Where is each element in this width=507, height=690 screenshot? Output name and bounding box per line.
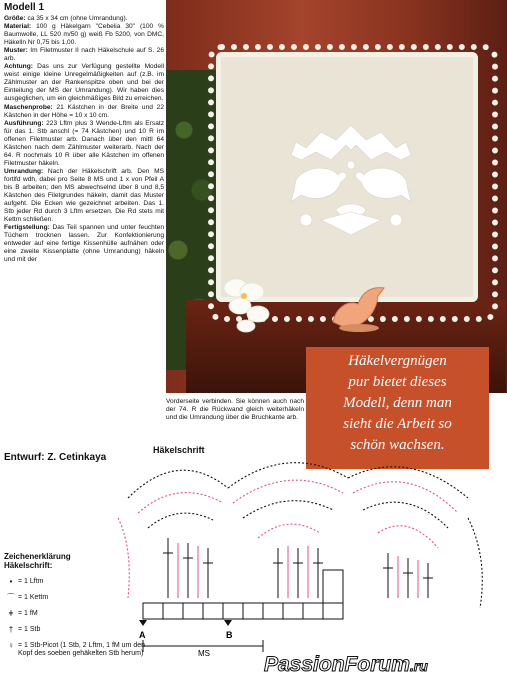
label-ms: MS bbox=[198, 649, 210, 658]
instructions-continuation: Vorderseite verbinden. Sie können auch nach der 74. R die Rückwand gleich weiterhäkeln und die Umrandung über die Bruchkante arb. bbox=[166, 398, 304, 422]
legend-text: = 1 Stb bbox=[18, 626, 41, 633]
model-title: Modell 1 bbox=[4, 2, 45, 13]
label-b: B bbox=[226, 630, 233, 640]
instruction-text: Nach der Häkelschrift arb. Den MS fortlfd wdh, dabei pro Seite 8 MS und 1 x von Pfeil A bis B arbeiten; den MS abwechselnd über 8 und 8,5 Kästchen des Filetgrundes häkeln, damit das Muster aufgeht. Die Ecken wie gezeichnet arbeiten. Das 1. Stb jeder Rd durch 3 Lftm ersetzen. Die Rd stets mit Kettm schließen. bbox=[4, 167, 164, 224]
instruction-paragraph bbox=[4, 23, 164, 47]
watermark-logo bbox=[264, 653, 428, 677]
single-crochet-symbol-icon: ǂ bbox=[8, 609, 14, 618]
legend-item bbox=[4, 610, 154, 618]
instruction-label: Achtung: bbox=[4, 63, 33, 71]
instruction-paragraph bbox=[4, 104, 164, 120]
instruction-label: Material: bbox=[4, 23, 32, 31]
picot-symbol-icon: ♀ bbox=[8, 641, 14, 650]
pillow-photo bbox=[166, 0, 507, 393]
instruction-text: 21 Kästchen in der Breite und 22 Kästchen in der Höhe = 10 x 10 cm. bbox=[4, 103, 164, 119]
legend-text: = 1 fM bbox=[18, 610, 38, 617]
double-crochet-symbol-icon: † bbox=[8, 625, 14, 634]
legend-text: = 1 Kettm bbox=[18, 594, 49, 601]
label-a: A bbox=[139, 630, 146, 640]
filet-grid bbox=[143, 570, 343, 652]
promo-line: pur bietet dieses bbox=[348, 374, 447, 390]
birds-motif bbox=[276, 120, 426, 240]
instruction-text: Das Teil spannen und unter feuchten Tüchern trocknen lassen. Zur Konfektionierung entweder auf eine fertige Kissenhülle aufnähen oder eine zweite Kissenplatte (ohne Umrandung) häkeln und mit der bbox=[4, 224, 164, 264]
instruction-label: Fertigstellung: bbox=[4, 224, 50, 232]
legend-item bbox=[4, 594, 154, 602]
slip-stitch-symbol-icon: ⌒ bbox=[7, 593, 15, 602]
instruction-paragraph bbox=[4, 63, 164, 103]
promo-line: sieht die Arbeit so bbox=[343, 416, 452, 432]
watermark-text: PassionForum bbox=[264, 653, 410, 676]
instruction-text: 223 Lftm plus 3 Wende-Lftm als Ersatz für das 1. Stb anschl (= 74 Kästchen) und 10 R im offenen Filetmuster arb. Danach über den mittl 64 Kästchen nach dem Zählmuster weiterarb. Nach der 64. R nochmals 10 R über alle Kästchen im offenen Filetmuster häkeln. bbox=[4, 119, 164, 167]
legend-item bbox=[4, 642, 154, 658]
legend-title: Zeichenerklärung bbox=[4, 552, 71, 561]
instruction-paragraph bbox=[4, 168, 164, 224]
instruction-paragraph bbox=[4, 15, 164, 23]
instruction-text: Im Filetmuster II nach Häkelschule auf S. 26 arb. bbox=[4, 47, 164, 63]
promo-line: Modell, denn man bbox=[343, 395, 452, 411]
promo-box bbox=[306, 347, 489, 469]
chain-symbol-icon: • bbox=[9, 577, 13, 586]
symbol-legend bbox=[4, 552, 154, 658]
instructions-body bbox=[4, 15, 164, 264]
legend-text: = 1 Stb-Picot (1 Stb, 2 Lftm, 1 fM um den Kopf des soeben gehäkelten Stb herum) bbox=[18, 642, 146, 657]
ceramic-bird bbox=[328, 282, 390, 334]
legend-item bbox=[4, 578, 154, 586]
legend-item bbox=[4, 626, 154, 634]
instruction-text: 100 g Häkelgarn "Cebelia 30" (100 % Baumwolle, LL 520 m/50 g) weiß Fb 5200, von DMC, Häkelln Nr 0,75 bis 1,00. bbox=[4, 23, 164, 47]
instruction-paragraph bbox=[4, 120, 164, 168]
instruction-text: Das uns zur Verfügung gestellte Modell weist einige kleine Unregelmäßigkeiten auf (z.B. im Zählmuster an der Rankenspitze oben und bei der Einteilung der MS der Umrandung). Wir haben dies ausgeglichen, um ein gleichmäßiges Bild zu erreichen. bbox=[4, 63, 164, 103]
instruction-paragraph bbox=[4, 224, 164, 264]
design-credit: Entwurf: Z. Cetinkaya bbox=[4, 452, 107, 463]
instruction-label: Ausführung: bbox=[4, 119, 44, 127]
instruction-label: Umrandung: bbox=[4, 167, 44, 175]
crochet-chart-diagram bbox=[108, 458, 500, 673]
promo-line: Häkelvergnügen bbox=[348, 353, 447, 369]
diagram-title: Häkelschrift bbox=[153, 445, 205, 455]
orchid-flower bbox=[216, 268, 276, 338]
legend-subtitle: Häkelschrift: bbox=[4, 561, 53, 570]
watermark-suffix: .ru bbox=[409, 658, 428, 674]
instruction-text: ca 35 x 34 cm (ohne Umrandung). bbox=[25, 15, 128, 22]
instructions-column bbox=[4, 2, 164, 264]
instruction-paragraph bbox=[4, 47, 164, 63]
instruction-label: Maschenprobe: bbox=[4, 103, 53, 111]
legend-text: = 1 Lftm bbox=[18, 578, 44, 585]
promo-line: schön wachsen. bbox=[350, 437, 445, 453]
instruction-label: Muster: bbox=[4, 47, 28, 55]
instruction-label: Größe: bbox=[4, 15, 26, 22]
stitch-symbols bbox=[163, 538, 433, 598]
